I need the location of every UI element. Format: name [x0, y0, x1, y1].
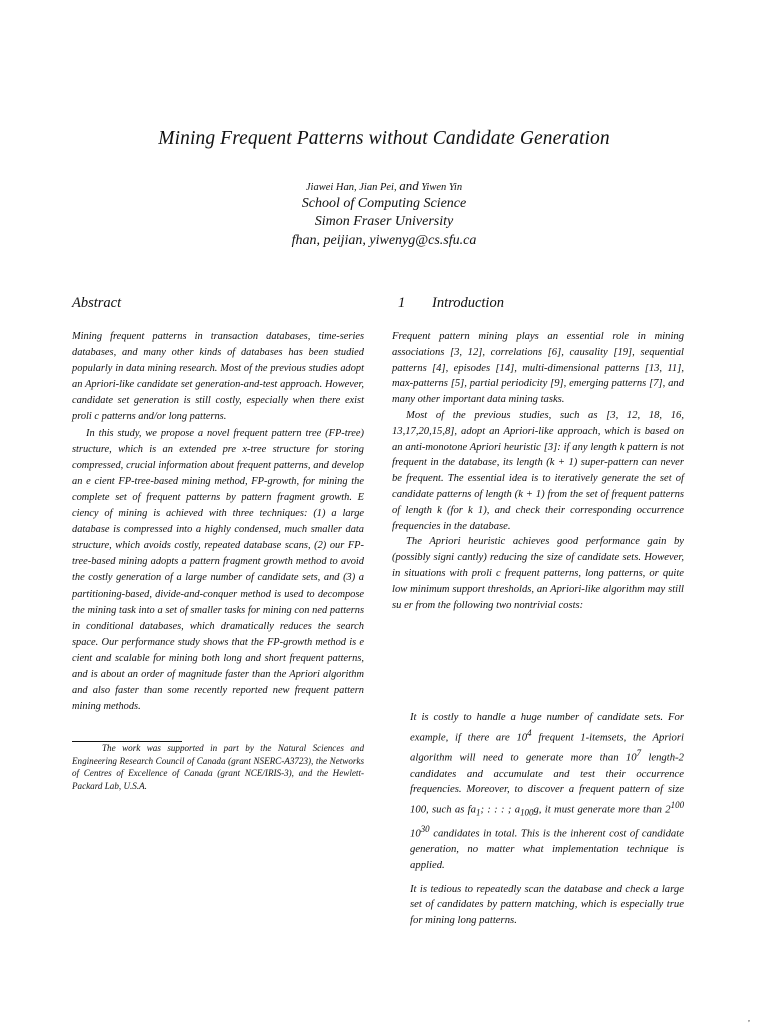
author-yin: Yiwen Yin: [421, 182, 463, 193]
footnote: [72, 742, 364, 792]
corner-mark: ,: [748, 1014, 750, 1023]
author-line: [0, 178, 768, 194]
introduction-column: [392, 295, 684, 613]
cost-item-2: It is tedious to repeatedly scan the database and check a large set of candidates by pattern matching, which is especially true for mining long patterns.: [410, 882, 684, 927]
intro-paragraph-2: Most of the previous studies, such as [3, 12, 18, 16, 13,17,20,15,8], adopt an Apriori-like approach, which is based on an anti-monotone Apriori heuristic [3]: if any length k pattern is not frequent in the database, its length (k + 1) super-pattern can never be frequent. The essential idea is to iteratively generate the set of candidate patterns of length (k + 1) from the set of frequent patterns of length k (for k 1), and check their corresponding occurrence frequencies in the database.: [392, 409, 684, 532]
abstract-paragraph-1: Mining frequent patterns in transaction databases, time-series databases, and many other kinds of databases has been studied popularly in data mining research. Most of the previous studies adopt an Apriori-like candidate set generation-and-test approach. However, candidate set generation is still costly, especially when there exist proli c patterns and/or long patterns.: [72, 331, 364, 423]
author-han: Jiawei Han,: [305, 182, 357, 193]
introduction-heading: [392, 295, 684, 315]
affiliation-university: Simon Fraser University: [314, 214, 454, 229]
author-pei: Jian Pei,: [359, 182, 397, 193]
intro-paragraph-3: The Apriori heuristic achieves good performance gain by (possibly signi cantly) reducing the size of candidate sets. However, in situations with proli c frequent patterns, long patterns, or quite low minimum support thresholds, an Apriori-like algorithm may still su er from the following two nontrivial costs:: [392, 536, 684, 611]
affiliation-school: School of Computing Science: [301, 196, 467, 211]
author-email: fhan, peijian, yiwenyg@cs.sfu.ca: [291, 233, 477, 248]
paper-title: Mining Frequent Patterns without Candidate Generation: [158, 128, 610, 149]
cost-list: [410, 710, 684, 937]
footnote-text: The work was supported in part by the Natural Sciences and Engineering Research Council of Canada (grant NSERC-A3723), the Networks of Centres of Excellence of Canada (grant NCE/IRIS-3), and the Hewlett-Packard Lab, U.S.A.: [72, 743, 364, 791]
section-title: Introduction: [432, 295, 504, 311]
cost-item-1: It is costly to handle a huge number of candidate sets. For example, if there are $10^4$ frequent 1-itemsets, the Apriori algorithm will need to generate more than $10^7$ length-2 candidates and accumulate and test their occurrence frequencies. Moreover, to discover a frequent pattern of size 100, such as $fa_1$; : : : ; $a_{100}g$, it must generate more than $2^{100}$ $10^{30}$ candidates in total. This is the inherent cost of candidate generation, no matter what implementation technique is applied.: [410, 711, 685, 871]
abstract-column: [72, 295, 364, 715]
abstract-paragraph-2: In this study, we propose a novel frequent pattern tree (FP-tree) structure, which is an extended pre x-tree structure for storing compressed, crucial information about frequent patterns, and develop an e cient FP-tree-based mining method, FP-growth, for mining the complete set of frequent patterns by pattern fragment growth. E ciency of mining is achieved with three techniques: (1) a large database is compressed into a highly condensed, much smaller data structure, which avoids costly, repeated database scans, (2) our FP-tree-based mining adopts a pattern fragment growth method to avoid the costly generation of a large number of candidate sets, and (3) a partitioning-based, divide-and-conquer method is used to decompose the mining task into a set of smaller tasks for mining con ned patterns in conditional databases, which dramatically reduces the search space. Our performance study shows that the FP-growth method is e cient and scalable for mining both long and short frequent patterns, and is about an order of magnitude faster than the Apriori algorithm and also faster than some recently reported new frequent pattern mining methods.: [72, 427, 364, 713]
section-number: 1: [398, 295, 406, 311]
author-and: and: [399, 178, 419, 193]
abstract-heading: Abstract: [72, 295, 122, 311]
intro-paragraph-1: Frequent pattern mining plays an essential role in mining associations [3, 12], correlations [6], causality [19], sequential patterns [4], episodes [14], multi-dimensional patterns [13, 11], max-patterns [5], partial periodicity [9], emerging patterns [7], and many other important data mining tasks.: [392, 331, 684, 406]
